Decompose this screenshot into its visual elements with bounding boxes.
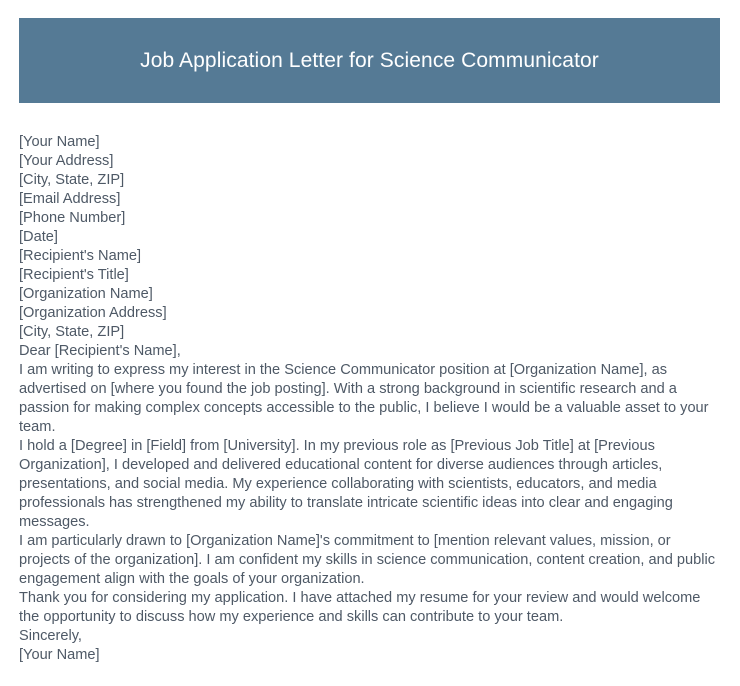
letter-paragraph-1: I am writing to express my interest in the Science Communicator position at [Organization Name], as advertised on [where you found the job posting]. With a strong background in scientific research and a passion for making complex concepts accessible to the public, I believe I would be a valuable asset to your team. xyxy=(19,362,709,435)
page-title: Job Application Letter for Science Communicator xyxy=(140,48,599,72)
letter-paragraph-4: Thank you for considering my application. I have attached my resume for your review and would welcome the opportunity to discuss how my experience and skills can contribute to your team. xyxy=(19,590,701,625)
recipient-name-line: [Recipient's Name] xyxy=(19,248,142,264)
sender-city-state-zip-line: [City, State, ZIP] xyxy=(19,172,125,188)
organization-city-state-zip-line: [City, State, ZIP] xyxy=(19,324,125,340)
sender-email-line: [Email Address] xyxy=(19,191,121,207)
date-line: [Date] xyxy=(19,229,58,245)
sender-name-line: [Your Name] xyxy=(19,134,100,150)
sender-phone-line: [Phone Number] xyxy=(19,210,126,226)
document-header-banner xyxy=(19,18,720,103)
organization-name-line: [Organization Name] xyxy=(19,286,153,302)
letter-paragraph-3: I am particularly drawn to [Organization Name]'s commitment to [mention relevant values, mission, or projects of the organization]. I am confident my skills in science communication, content creation, and public engagement align with the goals of your organization. xyxy=(19,533,715,587)
sender-address-line: [Your Address] xyxy=(19,153,114,169)
recipient-title-line: [Recipient's Title] xyxy=(19,267,129,283)
letter-paragraph-2: I hold a [Degree] in [Field] from [University]. In my previous role as [Previous Job Title] at [Previous Organization], I developed and delivered educational content for diverse audiences through articles, presentations, and social media. My experience collaborating with scientists, educators, and media professionals has strengthened my ability to translate intricate scientific ideas into clear and engaging messages. xyxy=(19,438,673,530)
organization-address-line: [Organization Address] xyxy=(19,305,167,321)
letter-body xyxy=(19,133,721,665)
salutation-line: Dear [Recipient's Name], xyxy=(19,343,181,359)
signature-line: [Your Name] xyxy=(19,647,100,663)
closing-line: Sincerely, xyxy=(19,628,82,644)
